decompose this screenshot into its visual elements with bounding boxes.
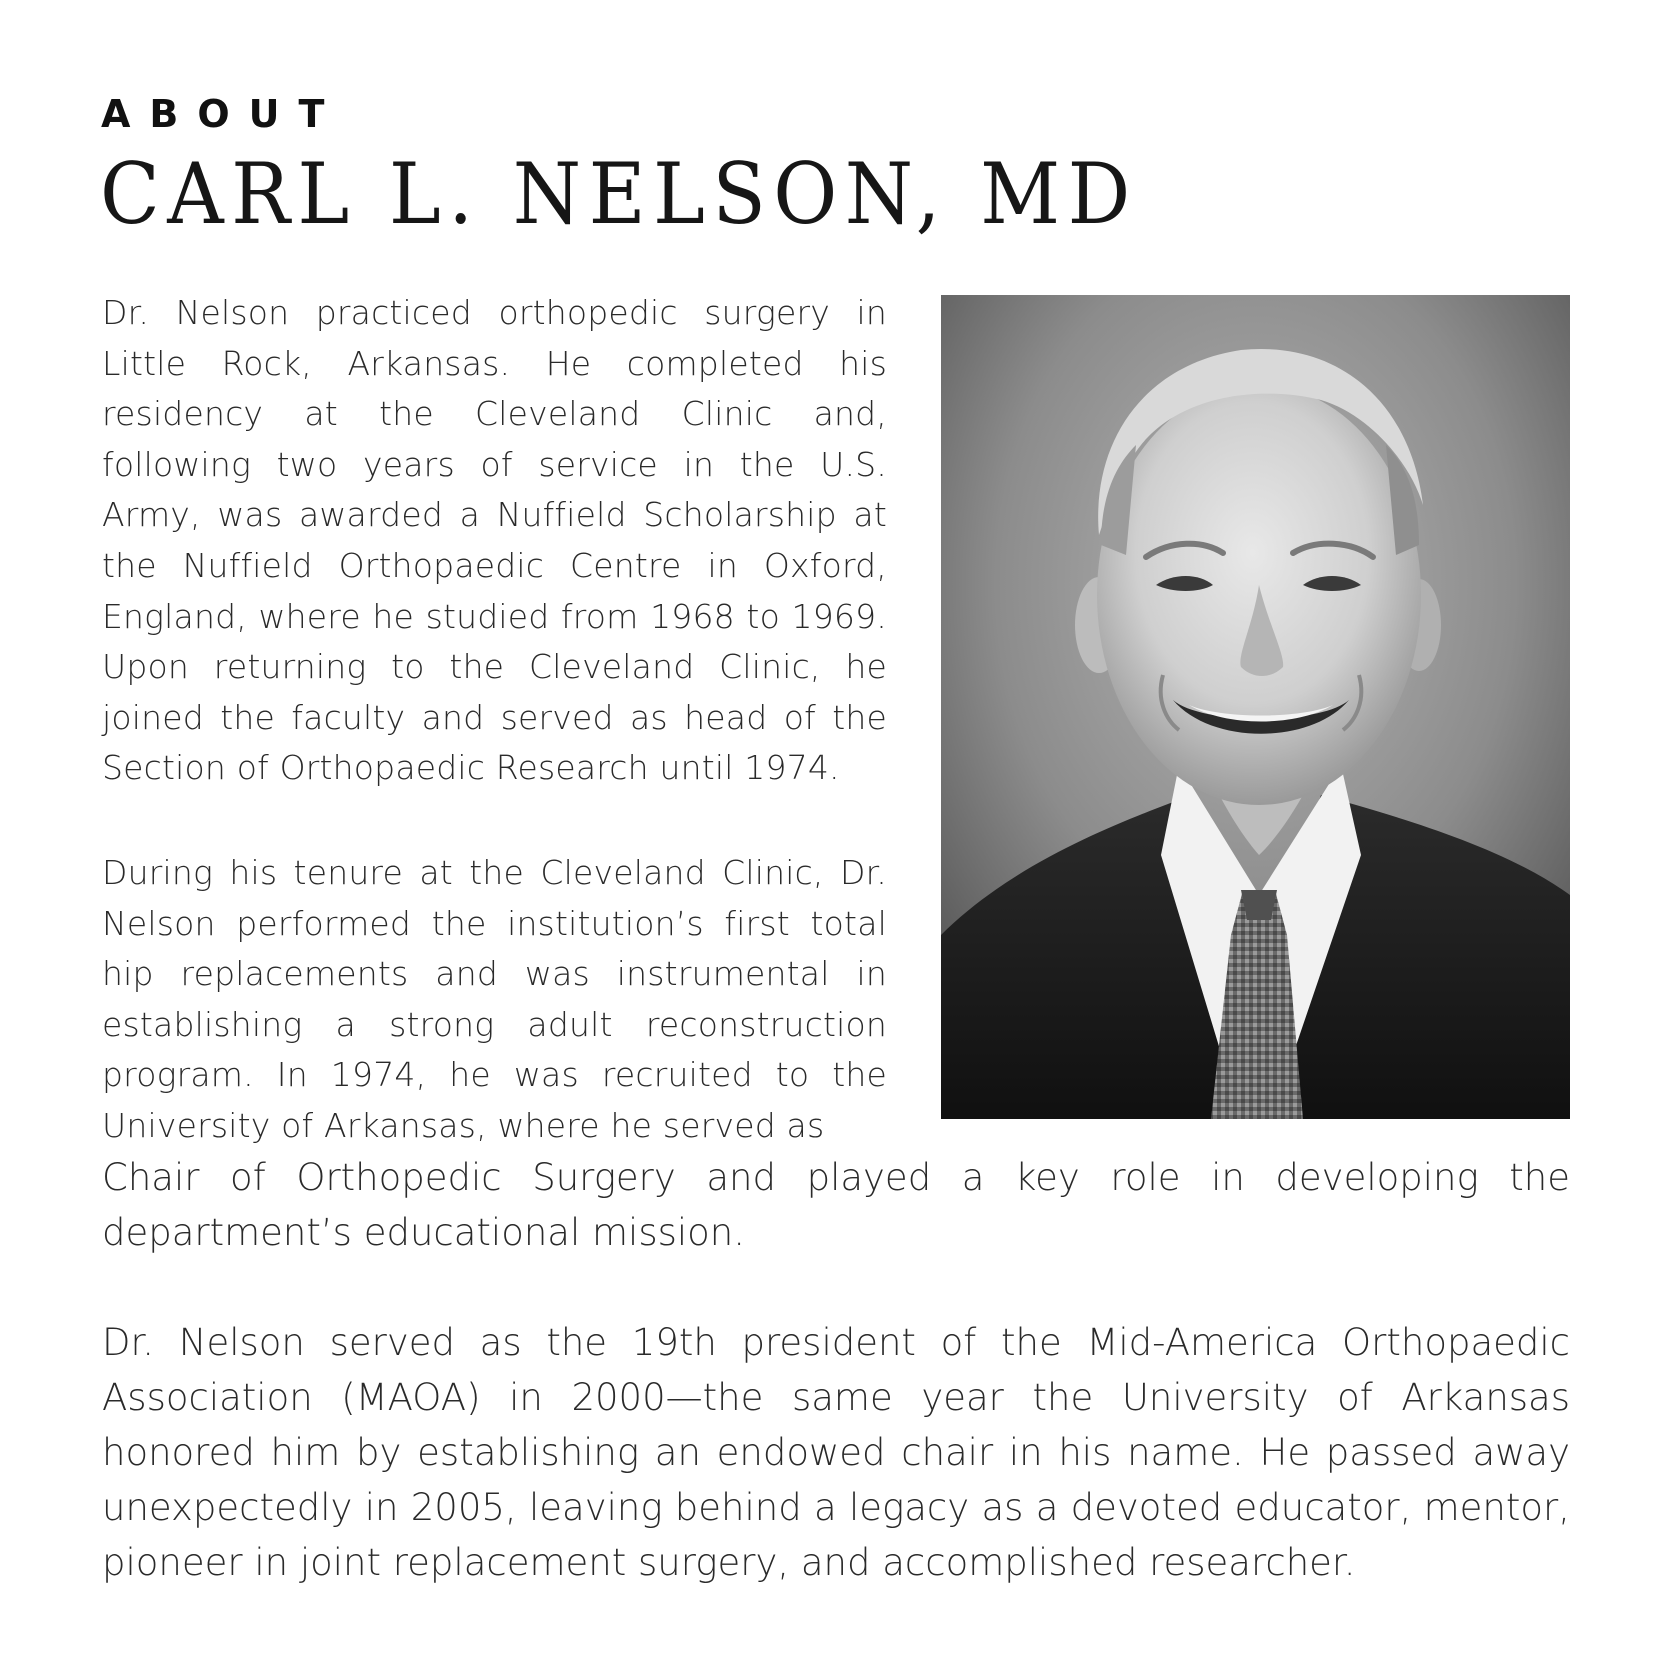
bio-paragraph-1: Dr. Nelson practiced orthopedic surgery in Little Rock, Arkansas. He completed his residency at the Cleveland Clinic and, following two years of service in the U.S. Army, was awarded a Nuffield Scholarship at the Nuffield Orthopaedic Centre in Oxford, England, where he studied from 1968 to 1969. Upon returning to the Cleveland Clinic, he joined the faculty and served as head of the Section of Orthopaedic Research until 1974. [102,293,887,788]
section-eyebrow: ABOUT [101,92,344,136]
bio-paragraph-2: During his tenure at the Cleveland Clinic, Dr. Nelson performed the institution’s first total hip replacements and was instrumental in establishing a strong adult reconstruction program. In 1974, he was recruited to the University of Arkansas, where he served as [102,853,887,1145]
portrait-photo [941,295,1570,1119]
bio-paragraph-3: Dr. Nelson served as the 19th president of the Mid-America Orthopaedic Association (MAOA) in 2000—the same year the University of Arkansas honored him by establishing an endowed chair in his name. He passed away unexpectedly in 2005, leaving behind a legacy as a devoted educator, mentor, pioneer in joint replacement surgery, and accomplished researcher. [102,1321,1570,1584]
page-title: CARL L. NELSON, MD [100,145,1138,243]
bio-paragraph-2-continued: Chair of Orthopedic Surgery and played a key role in developing the department’s educational mission. [102,1156,1570,1254]
portrait-photo-icon [941,295,1570,1119]
